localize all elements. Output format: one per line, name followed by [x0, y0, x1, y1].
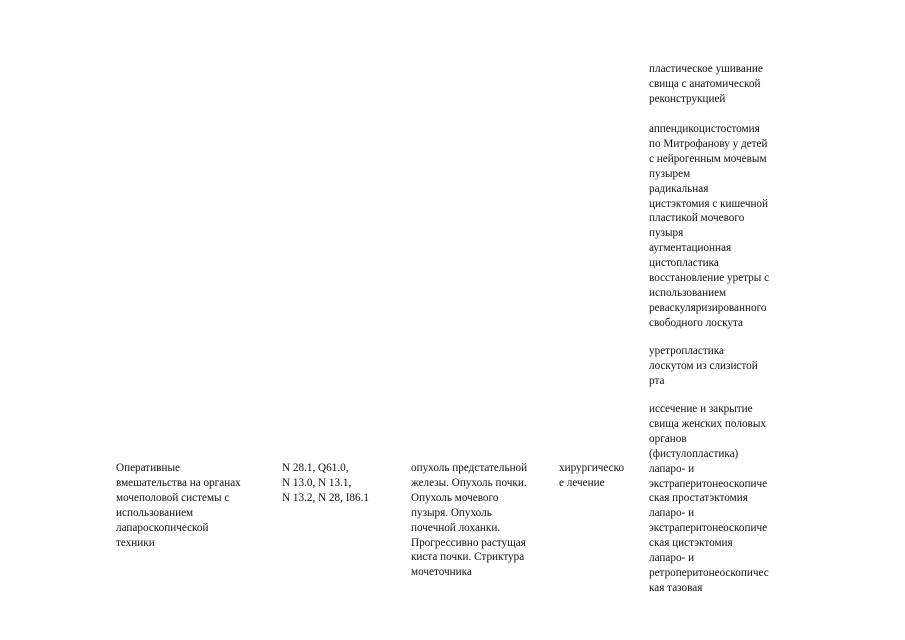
text-line: органов: [649, 432, 687, 445]
text-line: по Митрофанову у детей: [649, 137, 768, 150]
col5-method-group-4: [649, 402, 769, 596]
text-line: лапаро- и: [649, 507, 695, 520]
text-line: цистопластика: [649, 257, 719, 270]
text-line: ская цистэктомия: [649, 537, 733, 550]
col4-treatment-type: [559, 461, 624, 491]
text-line: киста почки. Стриктура: [411, 551, 525, 564]
text-line: мочеточника: [411, 566, 472, 579]
text-line: пузырем: [649, 167, 691, 180]
text-line: реваскуляризированного: [649, 301, 767, 314]
text-line: мочеполовой системы с: [116, 491, 230, 504]
text-line: экстраперитонеоскопиче: [649, 477, 768, 490]
text-line: почечной лоханки.: [411, 521, 501, 534]
text-line: лапаро- и: [649, 462, 695, 475]
text-line: пластикой мочевого: [649, 212, 745, 225]
text-line: Опухоль мочевого: [411, 491, 499, 504]
text-line: лапаро- и: [649, 552, 695, 565]
col2-diagnosis-codes: [282, 461, 369, 506]
text-line: реконструкцией: [649, 92, 726, 105]
text-line: ская простатэктомия: [649, 492, 748, 505]
col5-method-group-1: [649, 62, 763, 107]
text-line: радикальная: [649, 182, 709, 195]
text-line: N 13.2, N 28, I86.1: [282, 491, 370, 504]
text-line: пластическое ушивание: [649, 63, 763, 75]
text-line: опухоль предстательной: [411, 462, 528, 474]
text-line: лапароскопической: [116, 521, 209, 534]
text-line: N 13.0, N 13.1,: [282, 476, 352, 489]
text-line: свища с анатомической: [649, 77, 761, 90]
text-line: уретропластика: [649, 345, 724, 357]
text-line: вмешательства на органах: [116, 476, 241, 489]
text-line: N 28.1, Q61.0,: [282, 462, 349, 474]
text-line: Оперативные: [116, 462, 180, 474]
text-line: железы. Опухоль почки.: [411, 476, 527, 489]
text-line: пузыря: [649, 227, 684, 240]
text-line: цистэктомия с кишечной: [649, 197, 769, 210]
text-line: кая тазовая: [649, 581, 703, 594]
text-line: иссечение и закрытие: [649, 403, 753, 415]
col3-patient-model: [411, 461, 527, 580]
text-line: лоскутом из слизистой: [649, 359, 758, 372]
text-line: техники: [116, 536, 155, 549]
text-line: хирургическо: [559, 462, 625, 474]
text-line: пузыря. Опухоль: [411, 506, 492, 519]
text-line: ретроперитонеоскопичес: [649, 566, 769, 579]
text-line: е лечение: [559, 476, 605, 489]
col5-method-group-2: [649, 122, 769, 331]
col5-method-group-3: [649, 344, 758, 389]
text-line: с нейрогенным мочевым: [649, 152, 767, 165]
text-line: Прогрессивно растущая: [411, 536, 526, 549]
text-line: использованием: [116, 506, 194, 519]
text-line: свободного лоскута: [649, 316, 743, 329]
text-line: свища женских половых: [649, 417, 766, 430]
text-line: восстановление уретры с: [649, 272, 770, 285]
text-line: аугментационная: [649, 242, 732, 255]
text-line: экстраперитонеоскопиче: [649, 522, 768, 535]
col1-intervention-name: [116, 461, 241, 550]
text-line: рта: [649, 374, 665, 387]
text-line: аппендикоцистостомия: [649, 123, 760, 135]
text-line: (фистулопластика): [649, 447, 739, 460]
text-line: использованием: [649, 286, 727, 299]
